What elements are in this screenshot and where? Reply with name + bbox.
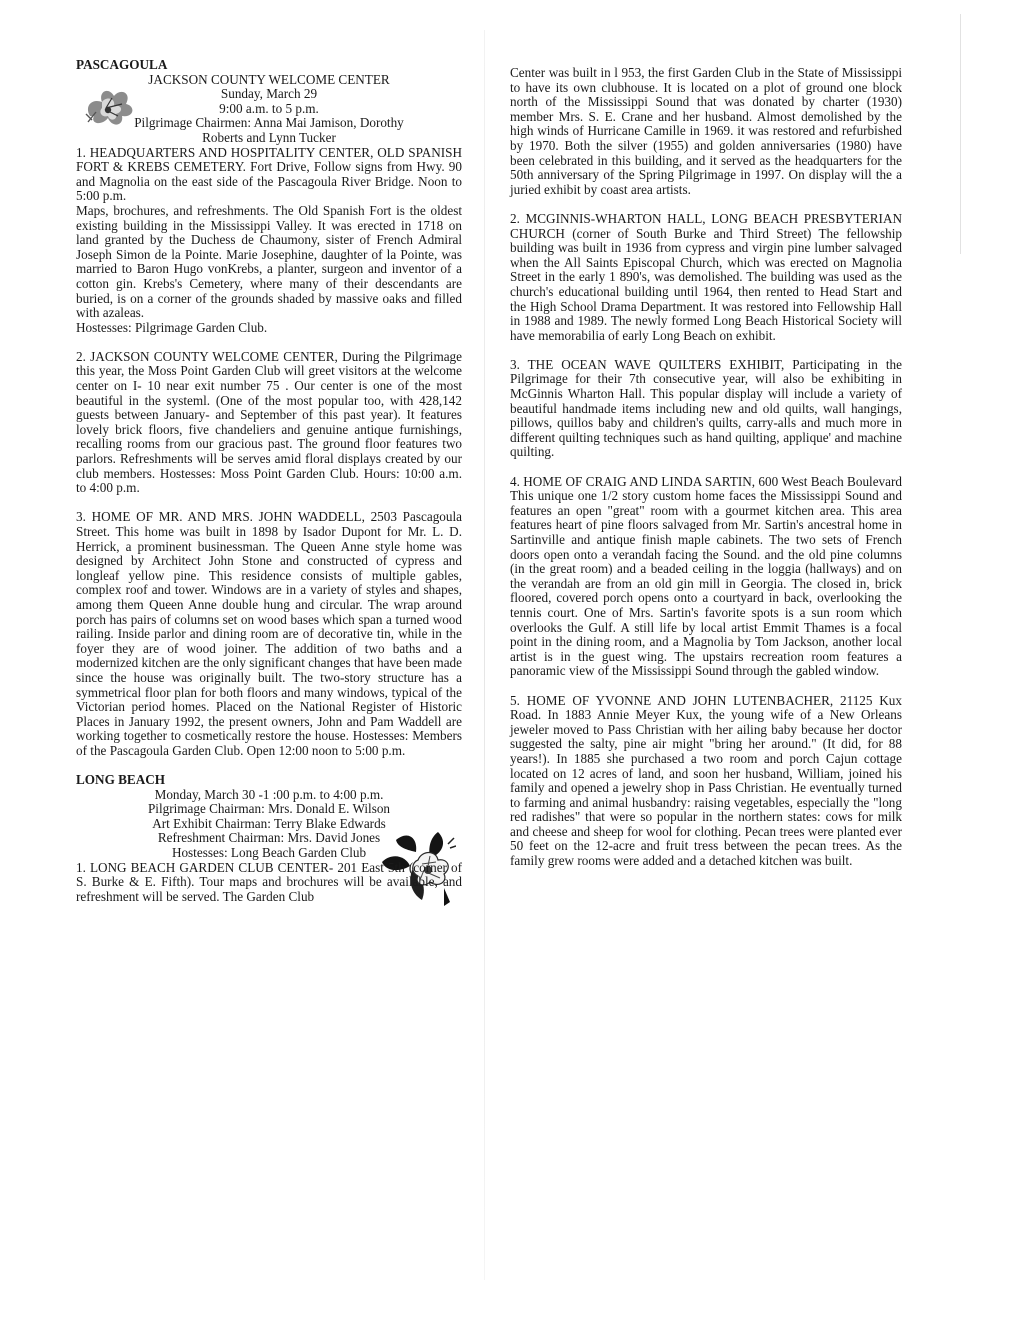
long-beach-date: Monday, March 30 -1 :00 p.m. to 4:00 p.m. [154,786,384,802]
pascagoula-chairmen-line1: Pilgrimage Chairmen: Anna Mai Jamison, Dorothy [134,115,404,131]
long-beach-chairman: Pilgrimage Chairman: Mrs. Donald E. Wilson [147,801,391,817]
pascagoula-item-1: 1. HEADQUARTERS AND HOSPITALITY CENTER, OLD SPANISH FORT & KREBS CEMETERY. Fort Drive, Follow signs from Hwy. 90 and Magnolia on the east side of the Pascagoula River Bridge. Noon to 5:00 p.m. [76,144,462,204]
pascagoula-heading: PASCAGOULA [76,57,168,72]
pascagoula-center-name: JACKSON COUNTY WELCOME CENTER [148,71,390,87]
pascagoula-item-1-details: Maps, brochures, and refreshments. The Old Spanish Fort is the oldest existing building in the Mississippi Valley. It was erected in 1718 on land granted by the Duchess de Chaumony, sister of French Admiral Joseph Simon de la Pointe. Marie Josephine, daughter of la Pointe, was married to Baron Hugo vonKrebs, a planter, surgeon and inventor of a cotton gin. Krebs's Cemetery, where many of their descendants are buried, is on a corner of the grounds shaded by massive oaks and filled with azaleas. [76,202,462,321]
long-beach-heading: LONG BEACH [76,772,166,788]
long-beach-hostesses: Hostesses: Long Beach Garden Club [171,845,367,861]
long-beach-art-chairman: Art Exhibit Chairman: Terry Blake Edwards [152,815,386,831]
left-column [76,58,462,904]
pascagoula-date: Sunday, March 29 [220,86,318,102]
scan-edge-mark [960,14,961,254]
long-beach-item-4: 4. HOME OF CRAIG AND LINDA SARTIN, 600 West Beach Boulevard This unique one 1/2 story custom home faces the Mississippi Sound and features an open "great" room with a gourmet kitchen area. This area features heart of pine floors salvaged from Mr. Sartin's ancestral home in Sartinville and antique finish maple cabinets. The two sets of French doors open onto a verandah facing the Sound. and the old pine columns (in the great room) and a beaded ceiling in the loggia (hallways) and on the verandah are from an old gin mill in Georgia. The closed in, brick floored, covered porch opens onto a courtyard in back, overlooking the tennis court. One of Mrs. Sartin's favorite spots is a sun room which overlooks the Gulf. A still life by local artist Emmit Thames is a focal point in the dining room, and a Magnolia by Tom Jackson, another local artist is in the guest wing. The upstairs recreation room features a panoramic view of the Mississippi Sound through the gabled window. [510,473,902,679]
pascagoula-item-1-hostesses: Hostesses: Pilgrimage Garden Club. [76,319,268,335]
long-beach-refreshment-chairman: Refreshment Chairman: Mrs. David Jones [157,830,381,846]
long-beach-item-3: 3. THE OCEAN WAVE QUILTERS EXHIBIT, Participating in the Pilgrimage for their 7th consecutive year, will also be exhibiting in McGinnis Wharton Hall. This popular display will include a variety of beautiful handmade items including new and old quilts, wall hangings, pillows, quillos baby and children's quilts, carry-alls and much more in different quilting techniques such as hand quilting, applique' and machine quilting. [510,356,902,460]
pascagoula-chairmen-line2: Roberts and Lynn Tucker [202,129,336,145]
pascagoula-item-3: 3. HOME OF MR. AND MRS. JOHN WADDELL, 2503 Pascagoula Street. This home was built in 1898 by Isador Dupont for Mr. L. D. Herrick, a prominent businessman. The Queen Anne style home was designed by Architect John Stone and constructed of cypress and longleaf yellow pine. This residence consists of multiple gables, complex roof and tower. Windows are in a variety of styles and shapes, among them Queen Anne double hung and circular. The wrap around porch has pairs of columns set on wood bases which span a turned wood railing. Inside parlor and dining room are of decorative tin, while in the foyer they are of wood joiner. The addition of two baths and a modernized kitchen are the only significant changes that have been made since the house was originally built. The two-story structure has a symmetrical floor plan for both floors and many windows, typical of the Victorian period homes. Placed on the National Register of Historic Places in January 1992, the present owners, John and Pam Waddell are working together to cosmetically restore the house. Hostesses: Members of the Pascagoula Garden Club. Open 12:00 noon to 5:00 p.m. [76,509,462,758]
pascagoula-time: 9:00 a.m. to 5 p.m. [219,100,319,116]
long-beach-item-5: 5. HOME OF YVONNE AND JOHN LUTENBACHER, 21125 Kux Road. In 1883 Annie Meyer Kux, the young wife of a New Orleans jeweler moved to Pass Christian with her ailing baby because her doctor suggested the salty, pine air might "bring her around." (It did, for 88 years!). In 1885 she purchased a two room and porch Cajun cottage located on 12 acres of land, and soon her husband, William, joined his family and opened a jewelry shop in Pass Christian. He eventually turned to farming and animal husbandry: raising vegetables, especially the "long red radishes" that were so popular in the northern states: cows for milk and cheese and sheep for wool for clothing. Pecan trees were planted ever 50 feet on the 12-acre and fruit tress between the pecan trees. As the family grew rooms were added and a detached kitchen was built. [510,692,902,869]
long-beach-item-1-continued: Center was built in l 953, the first Garden Club in the State of Mississippi to have its own clubhouse. It is located on a plot of ground one block north of the Mississippi Sound that was donated by charter (1930) member Mrs. S. E. Crane and her husband. Almost demolished by the high winds of Hurricane Camille in 1969. it was restored and refurbished by 1970. Both the silver (1955) and golden anniversaries (1980) have been celebrated in this building, and it served as the headquarters for the 50th anniversary of the Spring Pilgrimage in 1997. On display will the a juried exhibit by coast area artists. [510,65,902,197]
long-beach-item-1: 1. LONG BEACH GARDEN CLUB CENTER- 201 East 5th (corner of S. Burke & E. Fifth). Tour maps and brochures will be available, and refreshment will be served. The Garden Club [76,859,462,904]
right-column [510,66,902,869]
pascagoula-item-2: 2. JACKSON COUNTY WELCOME CENTER, During the Pilgrimage this year, the Moss Point Garden Club will greet visitors at the welcome center on I- 10 near exit number 75 . Our center is one of the most beautiful in the systeml. (One of the most popular too, with 428,142 guests between January- and September of this past year). It features lovely brick floors, five chandeliers and genuine antique furnishings, recalling rooms from our gracious past. The ground floor features two parlors. Refreshments will be serves amid floral displays created by our club members. Hostesses: Moss Point Garden Club. Hours: 10:00 a.m. to 4:00 p.m. [76,348,462,496]
column-divider [484,30,485,1280]
long-beach-item-2: 2. MCGINNIS-WHARTON HALL, LONG BEACH PRESBYTERIAN CHURCH (corner of South Burke and Third Street) The fellowship building was built in 1936 from cypress and virgin pine lumber salvaged when the All Saints Episcopal Church, which was erected on Magnolia Street in the early 1 890's, was demolished. The building was used as the church's educational building until 1964, then rented to Head Start and the High School Drama Department. It was restored into Fellowship Hall in 1988 and 1989. The newly formed Long Beach Historical Society will have memorabilia of early Long Beach on exhibit. [510,210,902,343]
